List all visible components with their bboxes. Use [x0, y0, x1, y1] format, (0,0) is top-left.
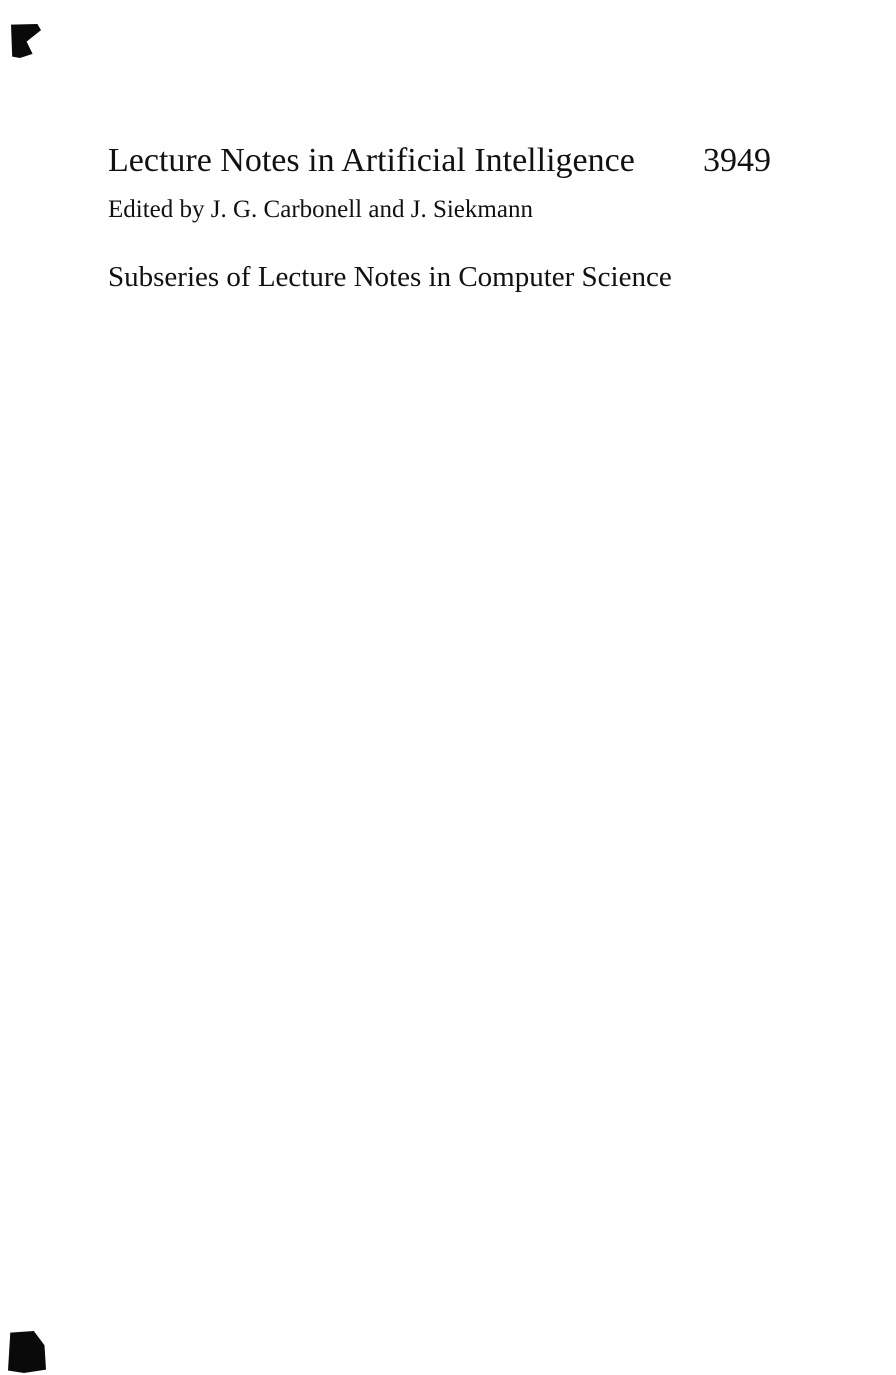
subseries-line: Subseries of Lecture Notes in Computer Science [108, 261, 672, 293]
scan-artifact-top-left [11, 24, 41, 58]
scan-artifact-bottom-left [8, 1331, 46, 1373]
edited-by-line: Edited by J. G. Carbonell and J. Siekmann [108, 196, 533, 223]
series-title: Lecture Notes in Artificial Intelligence [108, 142, 635, 179]
volume-number: 3949 [703, 142, 771, 179]
